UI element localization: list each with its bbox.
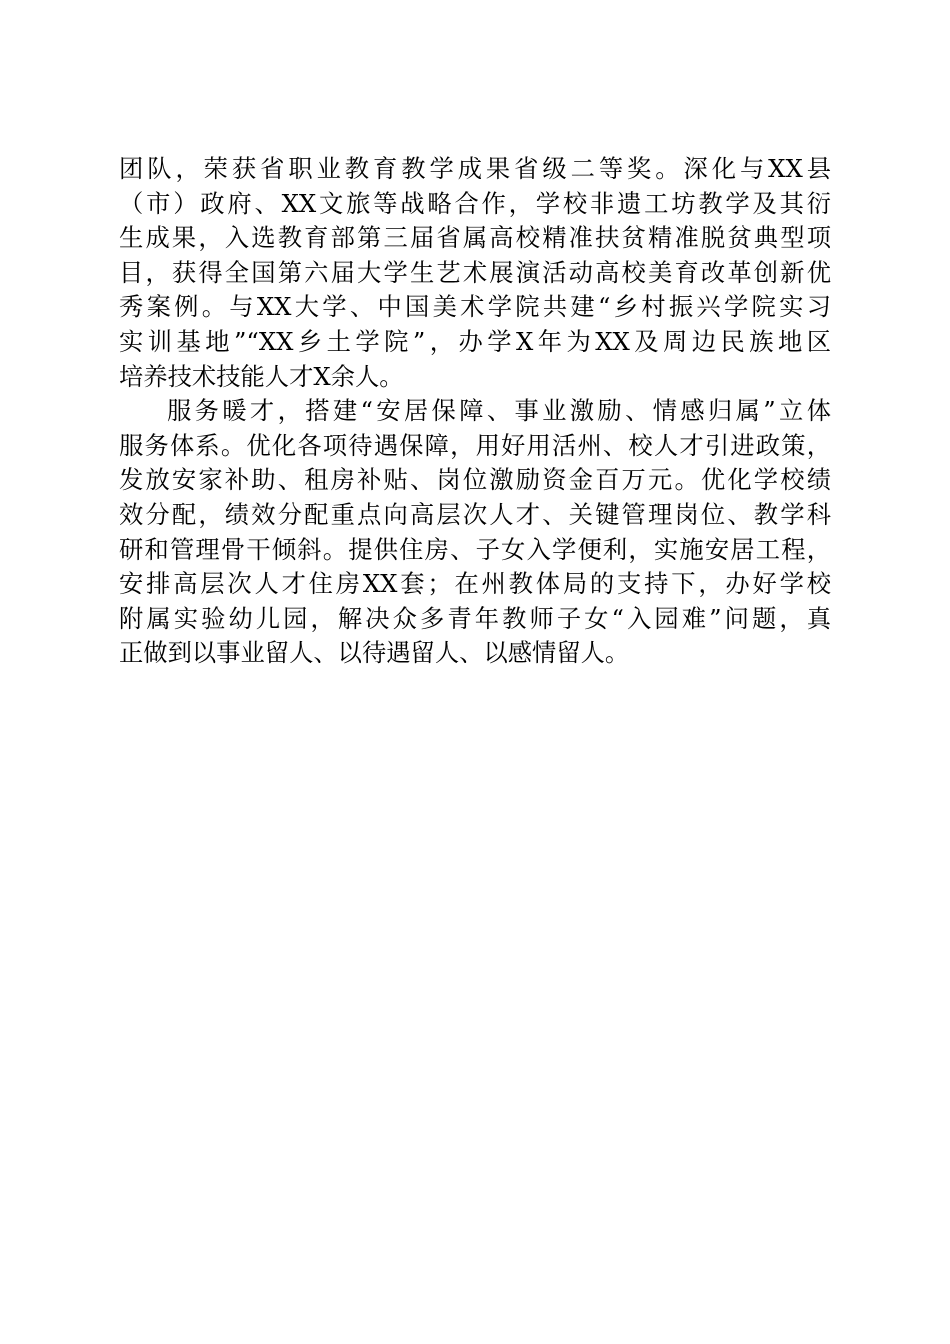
paragraph-1-line-2: （市）政府、XX文旅等战略合作，学校非遗工坊教学及其衍 — [119, 188, 831, 218]
paragraph-2-line-1: 服务暖才，搭建“安居保障、事业激励、情感归属”立体 — [167, 396, 831, 426]
paragraph-2-line-4: 效分配，绩效分配重点向高层次人才、关键管理岗位、教学科 — [119, 499, 831, 529]
paragraph-1-line-1: 团队，荣获省职业教育教学成果省级二等奖。深化与XX县 — [119, 154, 831, 183]
paragraph-2-line-6: 安排高层次人才住房XX套；在州教体局的支持下，办好学校 — [119, 569, 831, 599]
paragraph-1-line-6: 实训基地”“XX乡土学院”，办学X年为XX及周边民族地区 — [119, 326, 831, 356]
paragraph-1-line-4: 目，获得全国第六届大学生艺术展演活动高校美育改革创新优 — [119, 257, 831, 287]
paragraph-2-line-8: 正做到以事业留人、以待遇留人、以感情留人。 — [119, 638, 630, 668]
paragraph-1-line-3: 生成果，入选教育部第三届省属高校精准扶贫精准脱贫典型项 — [119, 223, 831, 253]
paragraph-2-line-2: 服务体系。优化各项待遇保障，用好用活州、校人才引进政策， — [119, 430, 831, 460]
paragraph-2-line-5: 研和管理骨干倾斜。提供住房、子女入学便利，实施安居工程， — [119, 534, 831, 564]
paragraph-2-line-3: 发放安家补助、租房补贴、岗位激励资金百万元。优化学校绩 — [119, 465, 831, 495]
document-body — [119, 152, 831, 671]
paragraph-2-line-7: 附属实验幼儿园，解决众多青年教师子女“入园难”问题，真 — [119, 603, 831, 633]
paragraph-1-line-7: 培养技术技能人才X余人。 — [119, 361, 404, 391]
paragraph-1-line-5: 秀案例。与XX大学、中国美术学院共建“乡村振兴学院实习 — [119, 292, 831, 322]
